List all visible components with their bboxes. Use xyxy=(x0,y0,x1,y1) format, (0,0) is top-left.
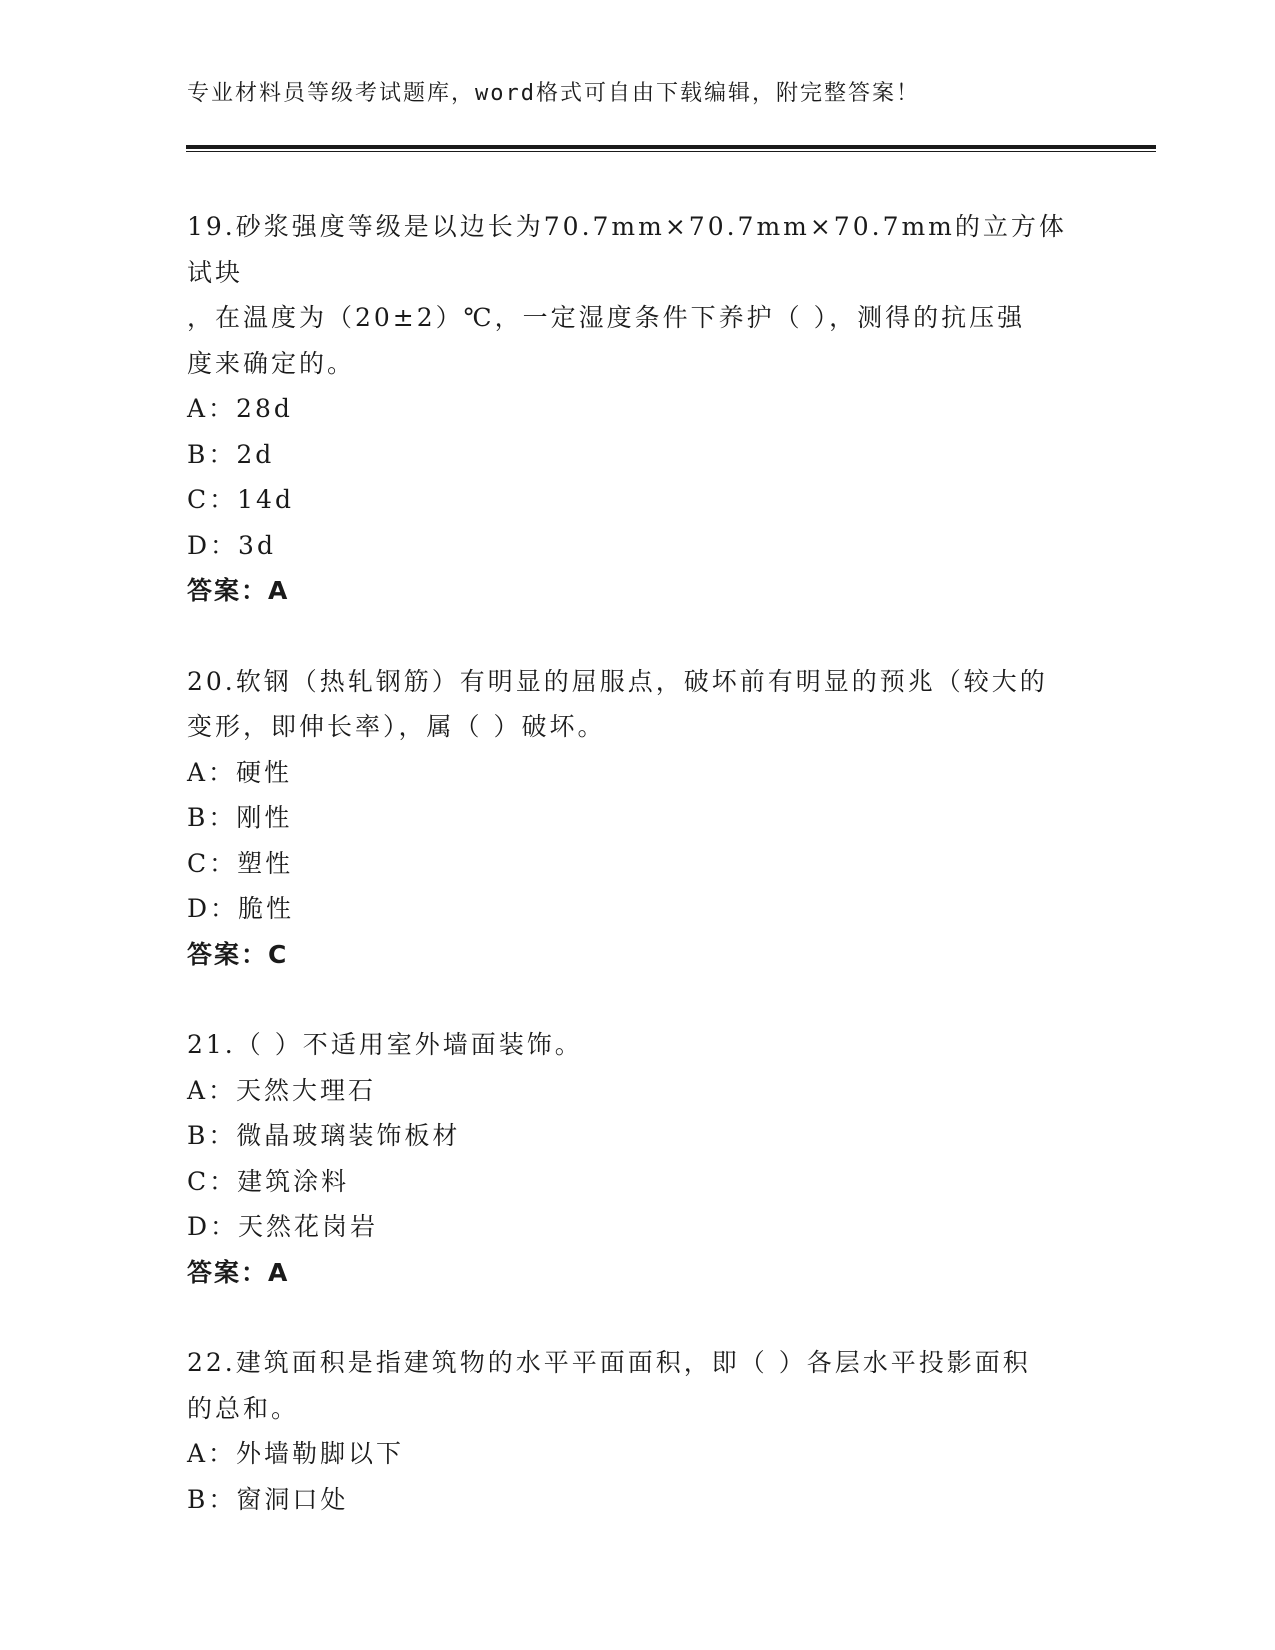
question-21 xyxy=(187,1022,1087,1295)
option-d: D：天然花岗岩 xyxy=(187,1212,379,1241)
option-a: A：天然大理石 xyxy=(187,1075,377,1105)
question-19 xyxy=(187,204,1087,614)
option-b: B：刚性 xyxy=(187,803,293,832)
option-c: C：14d xyxy=(187,485,294,514)
question-stem-line: 的总和。 xyxy=(187,1393,300,1423)
question-20 xyxy=(187,659,1087,978)
question-stem-line: 变形，即伸长率），属（ ）破坏。 xyxy=(187,712,606,741)
option-d: D：3d xyxy=(187,530,276,560)
question-spacer xyxy=(187,1295,1087,1340)
question-stem-line: 21.（ ）不适用室外墙面装饰。 xyxy=(187,1030,583,1059)
question-list xyxy=(187,204,1087,1522)
question-stem-line: 19.砂浆强度等级是以边长为70.7mm×70.7mm×70.7mm的立方体试块 xyxy=(187,212,1067,287)
question-22 xyxy=(187,1340,1087,1522)
option-d: D：脆性 xyxy=(187,894,295,923)
header-divider-thick xyxy=(186,145,1156,149)
answer-label: 答案：A xyxy=(187,1257,290,1287)
question-spacer xyxy=(187,977,1087,1022)
question-stem-line: 22.建筑面积是指建筑物的水平平面面积，即（ ）各层水平投影面积 xyxy=(187,1348,1031,1377)
option-c: C：塑性 xyxy=(187,848,294,878)
option-b: B：微晶玻璃装饰板材 xyxy=(187,1121,461,1150)
question-stem-line: 20.软钢（热轧钢筋）有明显的屈服点，破坏前有明显的预兆（较大的 xyxy=(187,666,1048,696)
option-a: A：外墙勒脚以下 xyxy=(187,1439,405,1468)
option-a: A：硬性 xyxy=(187,757,293,787)
answer-label: 答案：A xyxy=(187,576,290,605)
option-b: B：2d xyxy=(187,439,275,469)
answer-label: 答案：C xyxy=(187,939,289,969)
header-divider-thin xyxy=(186,151,1156,152)
question-stem-line: 度来确定的。 xyxy=(187,348,356,378)
question-spacer xyxy=(187,614,1087,659)
question-stem-line: ，在温度为（20±2）℃，一定湿度条件下养护（ ），测得的抗压强 xyxy=(187,303,1026,332)
page-header-text: 专业材料员等级考试题库，word格式可自由下载编辑，附完整答案！ xyxy=(187,81,920,106)
option-a: A：28d xyxy=(187,394,293,423)
option-c: C：建筑涂料 xyxy=(187,1166,350,1196)
option-b: B：窗洞口处 xyxy=(187,1484,349,1514)
